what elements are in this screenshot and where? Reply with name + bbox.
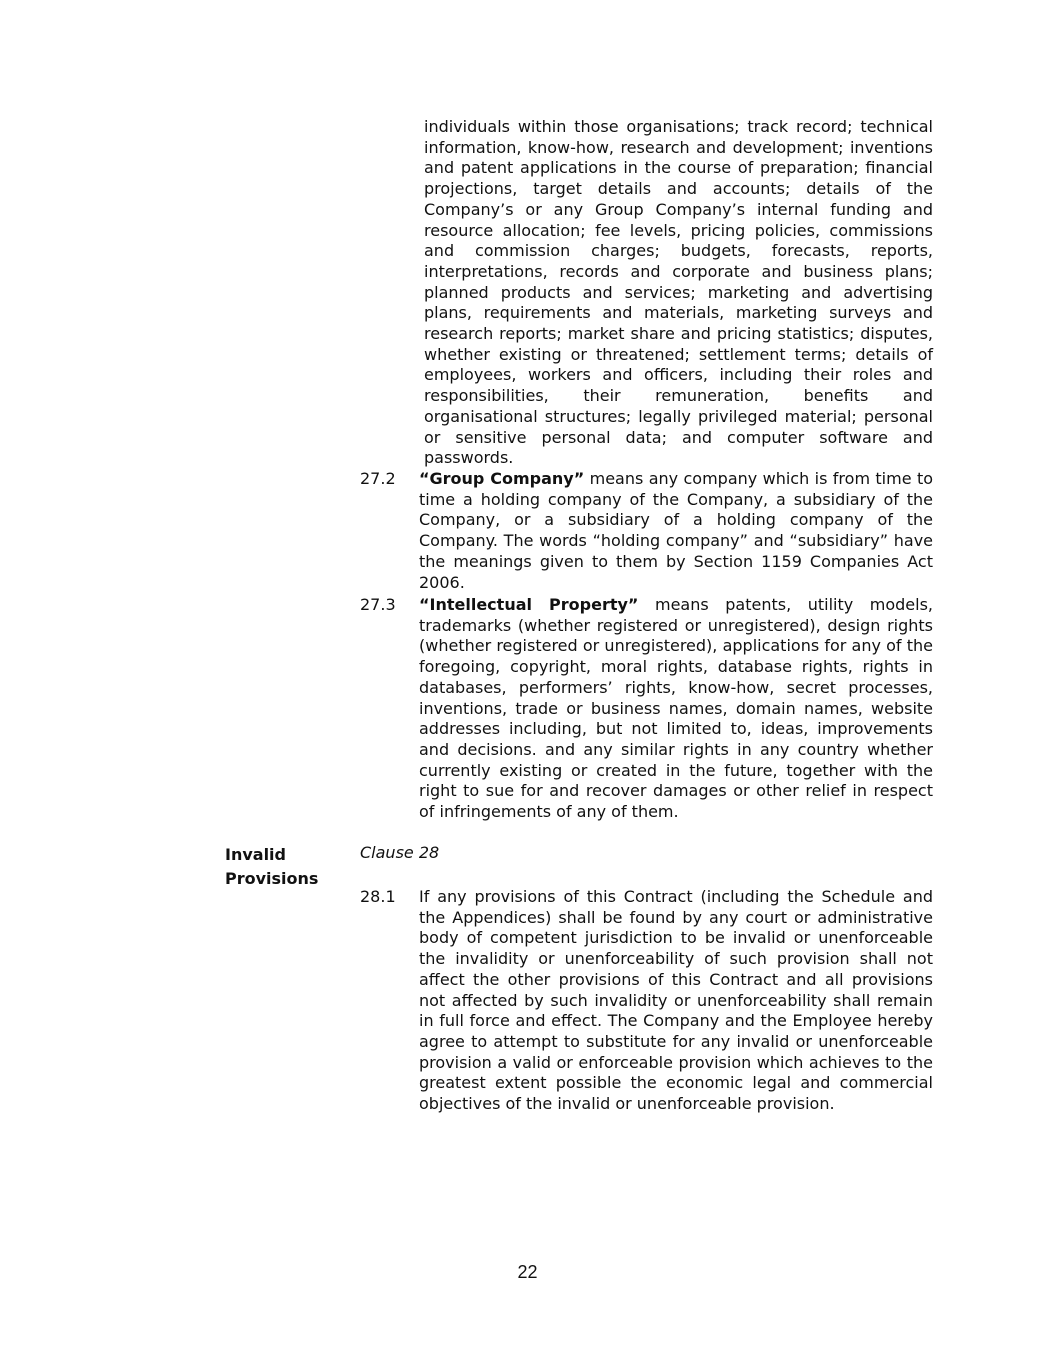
clause-28-1-body: If any provisions of this Contract (including the Schedule and the Appendices) shall be found by any court or administrative body of competent jurisdiction to be invalid or unenforceable the invalidity or unenforceability of such provision shall not affect the other provisions of this Contract and all provisions not affected by such invalidity or unenforceability shall remain in full force and effect. The Company and the Employee hereby agree to attempt to substitute for any invalid or unenforceable provision a valid or enforceable provision which achieves to the greatest extent possible the economic legal and commercial objectives of the invalid or unenforceable provision. [419,887,933,1114]
clause-27-2-text: means any company which is from time to time a holding company of the Company, a subsidiary of the Company, or a subsidiary of a holding company of the Company. The words “holding company” and “subsidiary” have the meanings given to them by Section 1159 Companies Act 2006. [419,469,933,592]
defined-term-group-company: “Group Company” [419,469,585,488]
continuation-paragraph: individuals within those organisations; track record; technical information, know-how, research and development; inventions and patent applications in the course of preparation; financial projections, target details and accounts; details of the Company’s or any Group Company’s internal funding and resource allocation; fee levels, pricing policies, commissions and commission charges; budgets, forecasts, reports, interpretations, records and corporate and business plans; planned products and services; marketing and advertising plans, requirements and materials, marketing surveys and research reports; market share and pricing statistics; disputes, whether existing or threatened; settlement terms; details of employees, workers and officers, including their roles and responsibilities, their remuneration, benefits and organisational structures; legally privileged material; personal or sensitive personal data; and computer software and passwords. [424,117,933,468]
clause-27-3-text: means patents, utility models, trademarks (whether registered or unregistered), design rights (whether registered or unregistered), applications for any of the foregoing, copyright, moral rights, database rights, rights in databases, performers’ rights, know-how, secret processes, inventions, trade or business names, domain names, website addresses including, but not limited to, ideas, improvements and decisions. and any similar rights in any country whether currently existing or created in the future, together with the right to sue for and recover damages or other relief in respect of infringements of any of them. [419,595,933,822]
clause-number-28-1: 28.1 [360,887,396,906]
defined-term-intellectual-property: “Intellectual Property” [419,595,639,614]
clause-number-27-3: 27.3 [360,595,396,614]
clause-number-27-2: 27.2 [360,469,396,488]
side-heading-invalid-provisions: Invalid Provisions [225,845,319,888]
clause-27-3-body [419,595,933,823]
clause-27-2-body [419,469,933,593]
clause-reference-28: Clause 28 [360,843,440,862]
page-number: 22 [517,1262,538,1282]
